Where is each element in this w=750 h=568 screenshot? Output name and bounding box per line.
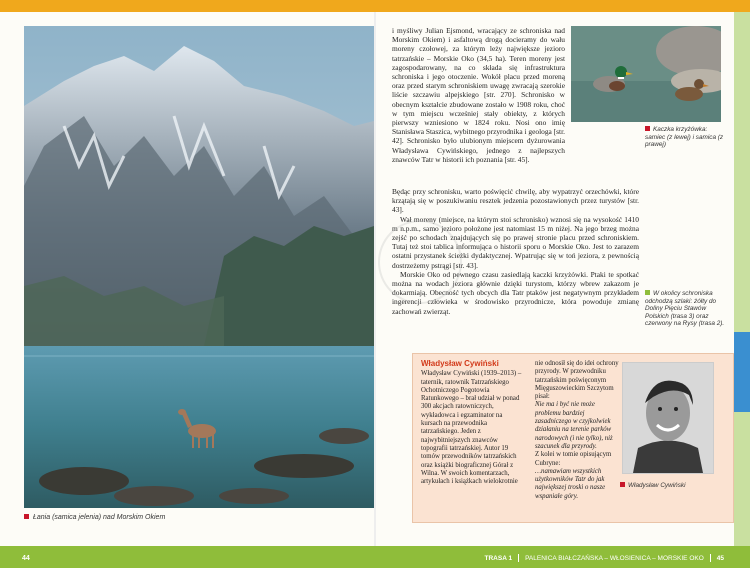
separator xyxy=(518,554,519,562)
paragraph: Morskie Oko od pewnego czasu zasiedlają kaczki krzyżówki. Ptaki te spotkać można na wodach jeziora głównie dzięki turystom, którzy wbrew zakazom je dokarmiają. Obecność tych obcych dla Tatr ptaków jest negatywnym przykładem ingerencji człowieka w środowisko przyrodnicze, która powoduje zmianę zachowań zwierząt. xyxy=(392,269,639,316)
ducks-caption: Kaczka krzyżówka: samiec (z lewej) i samica (z prawej) xyxy=(645,126,724,149)
running-footer xyxy=(485,554,725,562)
portrait-photo xyxy=(622,362,714,474)
main-photo-caption: Łania (samica jelenia) nad Morskim Okiem xyxy=(24,514,165,521)
ducks-photo xyxy=(571,26,721,122)
biography-column-1 xyxy=(421,360,525,486)
route-label: TRASA 1 xyxy=(484,554,513,562)
biography-column-2 xyxy=(535,360,619,501)
morskie-oko-photo xyxy=(24,26,374,508)
body-text-narrow xyxy=(392,26,565,164)
paragraph: i myśliwy Julian Ejsmond, wracający ze schroniska nad Morskim Okiem) i asfaltową drogą docieramy do wału moreny czołowej, za którym leży największe jezioro tatrzańskie – Morskie Oko (34,5 ha). Teren moreny jest zagospodarowany, na co składa się infrastruktura schroniska i jego otoczenie. Wokół placu przed moreną oraz przed starym schroniskiem uwagę zwracają szerokie liście szczawiu alpejskiego [str. 270]. Schronisko w obecnym kształcie zbudowane zostało w 1908 roku, choć w tym miejscu wcześniej stały obiekty, z których pierwszy wzniesiono w 1824 roku. Nosi ono imię Stanisława Staszica, wybitnego przyrodnika i geologa [str. 42]. Schronisko było ulubionym miejscem dyżurowania Władysława Cywińskiego, jednego z najlepszych znawców Tatr w historii ich poznania [str. 45]. xyxy=(392,26,565,164)
paragraph: Będąc przy schronisku, warto poświęcić chwilę, aby wypatrzyć orzechówki, które krzątają się w poszukiwaniu resztek jedzenia pozostawionych przez turystów [str. 43]. xyxy=(392,187,639,215)
biography-quote-1: Nie ma i być nie może problemu bardziej zasadniczego w czyjkolwiek działaniu na terenie parków narodowych (i nie tylko), niż szacunek dla przyrody. xyxy=(535,401,613,450)
side-color-strip xyxy=(734,12,750,546)
route-description: PALENICA BIAŁCZAŃSKA – WŁOSIENICA – MORSKIE OKO xyxy=(525,554,704,562)
portrait-caption: Władysław Cywiński xyxy=(620,482,686,489)
page-number-left: 44 xyxy=(22,555,30,562)
book-spine xyxy=(374,12,376,546)
separator xyxy=(710,554,711,562)
paragraph: Wał moreny (miejsce, na którym stoi schronisko) wznosi się na wysokość 1410 m n.p.m., samo jezioro położone jest natomiast 15 m niżej. Na jego brzeg można zejść po schodach znajdujących się po prawej stronie placu przed schroniskiem. Tutaj też stoi tablica informująca o historii sporu o Morskie Oko. Jest to zarazem ostatni przystanek ścieżki dydaktycznej. Wpatrując się w toń jeziora, z pewnością dostrzeżemy pstrągi [str. 43]. xyxy=(392,214,639,270)
biography-quote-2: …namawiam wszystkich użytkowników Tatr do jak największej troski o nasze wspaniałe góry. xyxy=(535,467,606,500)
biography-title: Władysław Cywiński xyxy=(421,359,499,368)
trails-caption: W okolicy schroniska odchodzą szlaki: żółty do Doliny Pięciu Stawów Polskich (trasa 3) oraz czerwony na Rysy (trasa 2). xyxy=(645,290,725,328)
biography-text-3: Z kolei w tomie opisującym Cubryne: xyxy=(535,451,612,467)
footer-bar xyxy=(0,546,750,568)
top-color-bar xyxy=(0,0,750,12)
biography-text: Władysław Cywiński (1939–2013) – taternik, ratownik Tatrzańskiego Ochotniczego Pogotowia Ratunkowego – brał udział w ponad 300 akcjach ratowniczych, wykładowca i egzaminator na kursach na przewodnika tatrzańskiego. Jeden z najwybitniejszych znawców topografii tatrzańskiej. Autor 19 tomów przewodników tatrzańskich oraz książki biograficznej Górał z Wilna. W swoich komentarzach, artykułach i książkach wielokrotnie xyxy=(421,370,522,486)
page-number-right: 45 xyxy=(716,554,724,562)
biography-text-2: nie odnosił się do idei ochrony przyrody. W przewodniku tatrzańskim poświęconym Mięguszowieckim Szczytom pisał: xyxy=(535,360,619,401)
watermark-circle xyxy=(378,220,462,304)
